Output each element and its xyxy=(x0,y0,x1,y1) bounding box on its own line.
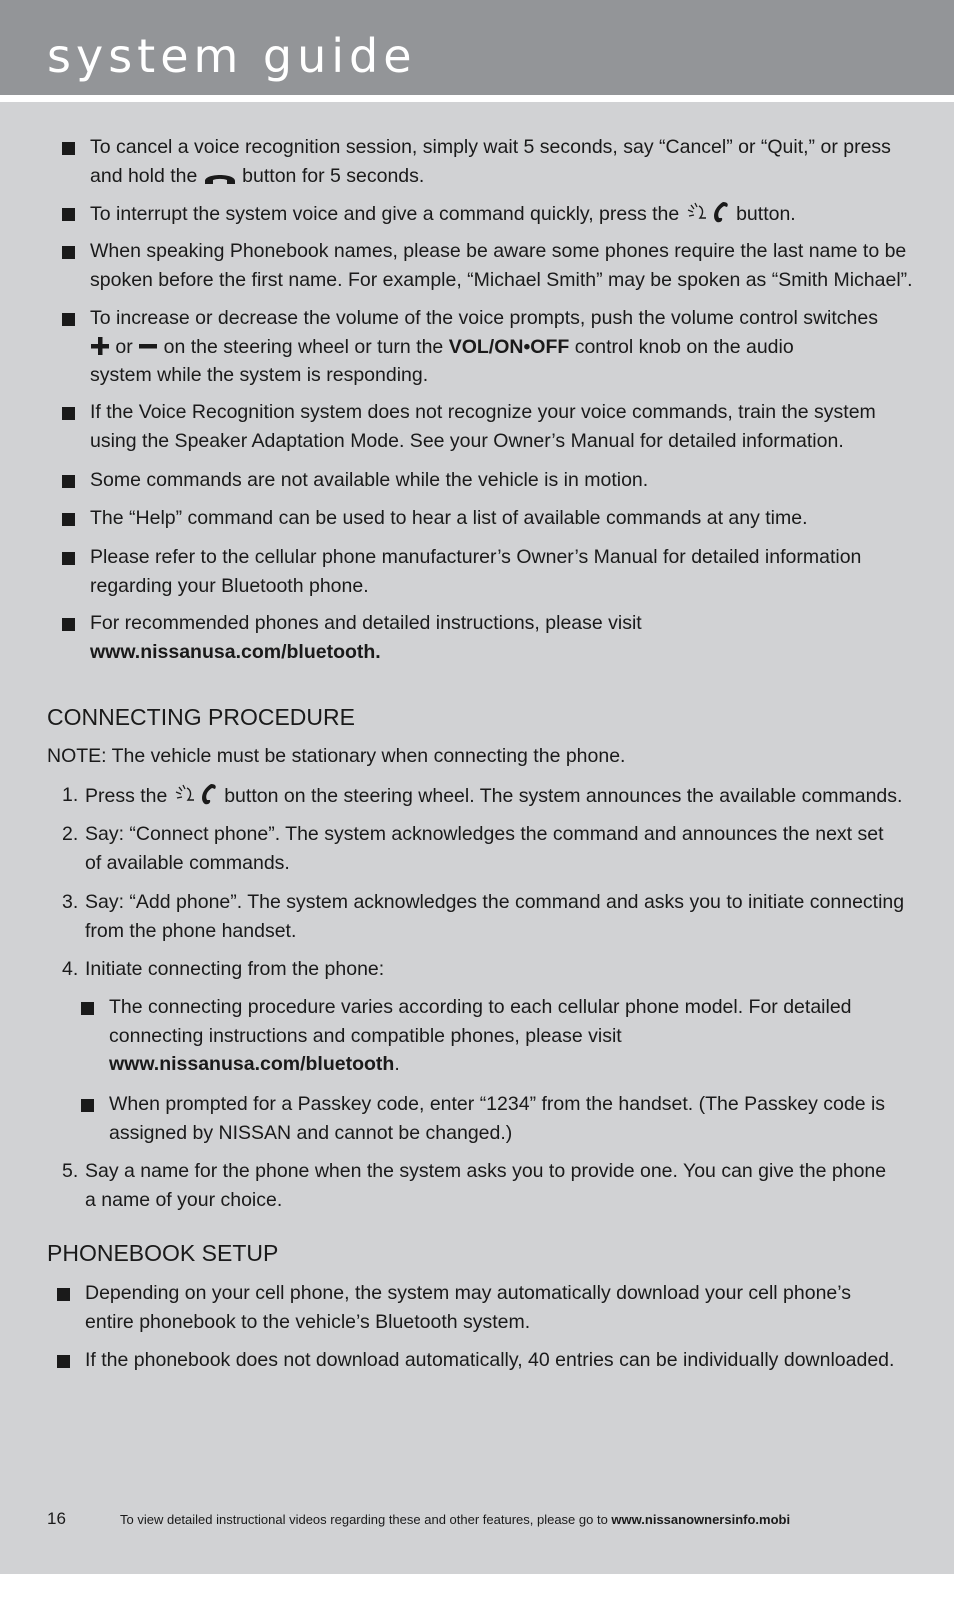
voice-phone-icon xyxy=(685,203,731,225)
plus-icon xyxy=(90,336,110,358)
bullet-square xyxy=(62,142,75,155)
bullet-square xyxy=(81,1099,94,1112)
text-line xyxy=(109,1090,885,1119)
text-run: button on the steering wheel. The system announces the available commands. xyxy=(218,785,903,807)
bullet-square xyxy=(62,552,75,565)
text-run: To cancel a voice recognition session, simply wait 5 seconds, say “Cancel” or “Quit,” or press xyxy=(90,136,891,158)
text-run: Initiate connecting from the phone: xyxy=(85,958,385,980)
text-run: system while the system is responding. xyxy=(90,364,429,386)
text-line xyxy=(90,398,876,427)
text-line xyxy=(90,361,428,390)
text-run: When speaking Phonebook names, please be aware some phones require the last name to be xyxy=(90,240,907,262)
text-run: entire phonebook to the vehicle’s Bluetooth system. xyxy=(85,1310,531,1333)
footer-link[interactable]: www.nissanownersinfo.mobi xyxy=(611,1512,791,1527)
text-run: To increase or decrease the volume of the voice prompts, push the volume control switches xyxy=(90,307,878,329)
text-line xyxy=(85,781,902,811)
text-run: If the phonebook does not download automatically, 40 entries can be individually downloaded. xyxy=(85,1349,895,1371)
bullet-square xyxy=(62,513,75,526)
text-line xyxy=(90,427,844,456)
text-run: Press the xyxy=(85,785,173,807)
text-line xyxy=(109,993,852,1022)
text-run: If the Voice Recognition system does not recognize your voice commands, train the system xyxy=(90,401,876,423)
step-number: 1. xyxy=(62,784,79,806)
text-run: control knob on the audio xyxy=(569,335,794,358)
bullet-square xyxy=(57,1288,70,1301)
bullet-square xyxy=(81,1002,94,1015)
text-run: . xyxy=(394,1053,400,1075)
bullet-square xyxy=(62,246,75,259)
text-line xyxy=(90,543,861,572)
text-line xyxy=(109,1119,512,1148)
text-line xyxy=(85,1186,282,1215)
page-title: system guide xyxy=(47,29,417,83)
bullet-square xyxy=(62,313,75,326)
text-run: and hold the xyxy=(90,164,203,187)
text-run: button. xyxy=(730,203,796,225)
text-run: of available commands. xyxy=(85,851,290,874)
text-run: spoken before the first name. For example, “Michael Smith” may be spoken as “Smith Michael”. xyxy=(90,268,913,291)
footer-text: To view detailed instructional videos regarding these and other features, please go to xyxy=(120,1512,612,1527)
text-line xyxy=(85,820,884,849)
text-run: regarding your Bluetooth phone. xyxy=(90,574,369,597)
bluetooth-link[interactable]: www.nissanusa.com/bluetooth xyxy=(109,1053,395,1075)
voice-phone-icon xyxy=(173,785,219,807)
minus-icon xyxy=(138,336,158,358)
text-line xyxy=(85,955,384,984)
text-line xyxy=(109,1050,400,1079)
text-run: Some commands are not available while the vehicle is in motion. xyxy=(90,469,649,491)
text-run: The “Help” command can be used to hear a list of available commands at any time. xyxy=(90,507,808,529)
text-run: button for 5 seconds. xyxy=(236,164,425,187)
bold-text: VOL/ON•OFF xyxy=(448,335,570,358)
text-run: or xyxy=(110,335,139,358)
text-line xyxy=(109,1022,622,1051)
bullet-square xyxy=(62,208,75,221)
text-run: When prompted for a Passkey code, enter “1234” from the handset. (The Passkey code is xyxy=(109,1093,886,1115)
connecting-note: NOTE: The vehicle must be stationary when connecting the phone. xyxy=(47,745,626,767)
text-run: Please refer to the cellular phone manufacturer’s Owner’s Manual for detailed information xyxy=(90,546,862,568)
bullet-square xyxy=(62,407,75,420)
text-run: connecting instructions and compatible phones, please visit xyxy=(109,1024,622,1047)
step-number: 5. xyxy=(62,1160,79,1182)
text-line xyxy=(85,1157,886,1186)
step-number: 3. xyxy=(62,891,79,913)
section-heading-connecting: CONNECTING PROCEDURE xyxy=(47,704,355,730)
bullet-square xyxy=(62,618,75,631)
text-line xyxy=(90,304,878,333)
text-line xyxy=(90,466,648,495)
text-line xyxy=(85,849,290,878)
bullet-square xyxy=(57,1355,70,1368)
step-number: 4. xyxy=(62,958,79,980)
bluetooth-link[interactable]: www.nissanusa.com/bluetooth. xyxy=(90,640,381,663)
header-bar xyxy=(0,0,954,95)
step-number: 2. xyxy=(62,823,79,845)
footer-note xyxy=(120,1511,790,1529)
text-line xyxy=(85,1279,851,1308)
text-line xyxy=(90,199,796,229)
text-run: Say: “Connect phone”. The system acknowledges the command and announces the next set xyxy=(85,823,884,845)
text-line xyxy=(90,504,808,533)
text-line xyxy=(90,609,642,638)
text-line xyxy=(90,333,794,362)
text-run: on the steering wheel or turn the xyxy=(158,335,449,358)
phone-hangup-icon xyxy=(203,165,237,187)
bullet-square xyxy=(62,475,75,488)
page-number: 16 xyxy=(47,1509,66,1528)
text-run: Depending on your cell phone, the system may automatically download your cell phone’s xyxy=(85,1282,852,1304)
text-line xyxy=(85,1308,530,1337)
text-line xyxy=(90,572,369,601)
text-line xyxy=(90,266,913,295)
text-line xyxy=(90,162,424,191)
text-run: assigned by NISSAN and cannot be changed.) xyxy=(109,1121,513,1144)
text-run: The connecting procedure varies according to each cellular phone model. For detailed xyxy=(109,996,852,1018)
text-line xyxy=(90,237,906,266)
text-run: a name of your choice. xyxy=(85,1188,283,1211)
section-heading-phonebook: PHONEBOOK SETUP xyxy=(47,1240,279,1266)
text-run: For recommended phones and detailed instructions, please visit xyxy=(90,612,642,634)
text-line xyxy=(85,1346,894,1375)
text-line xyxy=(85,888,904,917)
text-run: Say: “Add phone”. The system acknowledges the command and asks you to initiate connecting xyxy=(85,891,905,913)
text-run: Say a name for the phone when the system asks you to provide one. You can give the phone xyxy=(85,1160,887,1182)
text-line xyxy=(90,133,891,162)
text-line xyxy=(85,917,296,946)
text-run: from the phone handset. xyxy=(85,919,297,942)
text-line xyxy=(90,638,381,667)
text-run: using the Speaker Adaptation Mode. See your Owner’s Manual for detailed information. xyxy=(90,429,844,452)
text-run: To interrupt the system voice and give a command quickly, press the xyxy=(90,203,685,225)
